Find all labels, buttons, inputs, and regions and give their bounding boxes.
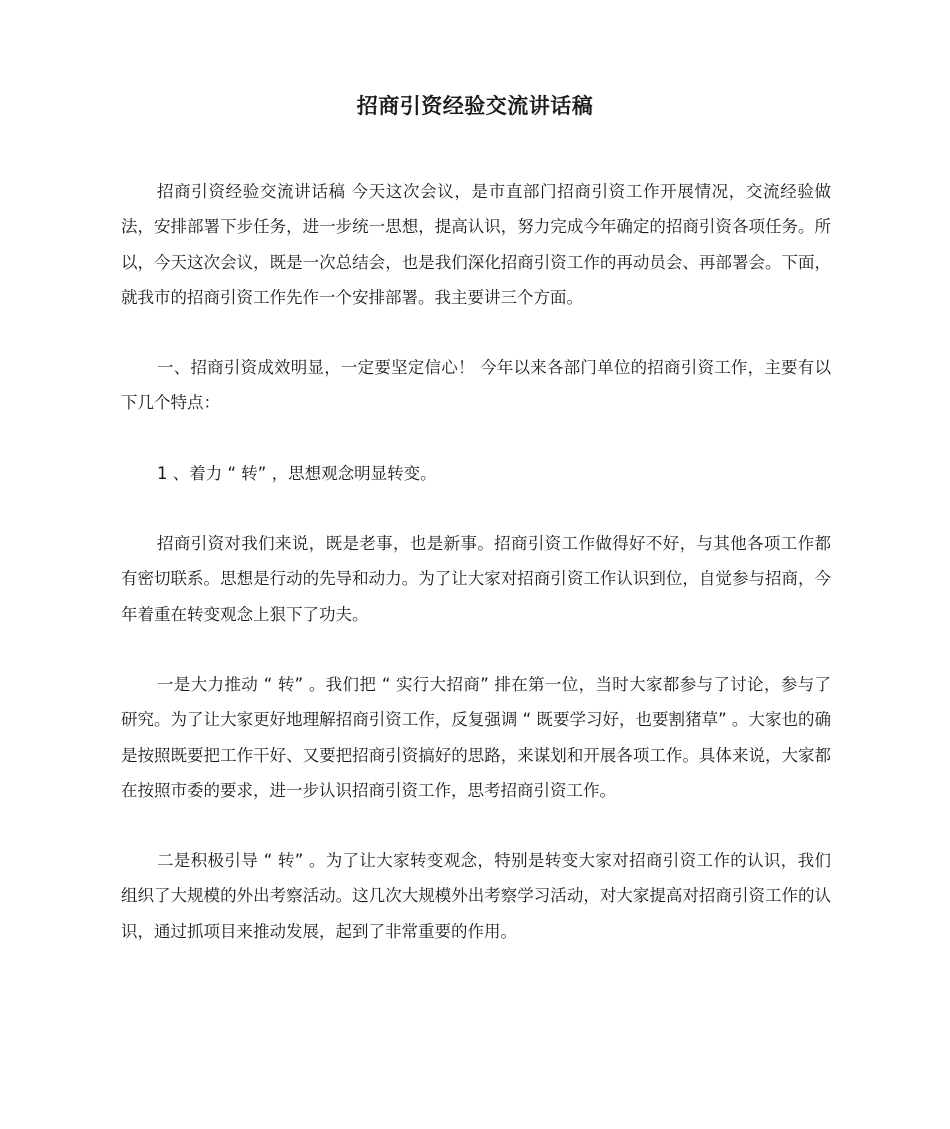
paragraph-section-one-heading: 一、招商引资成效明显，一定要坚定信心！ 今年以来各部门单位的招商引资工作，主要有以下几个特点： — [121, 358, 831, 413]
paragraph-point-one-heading: 1 、着力 “ 转” ，思想观念明显转变。 — [157, 463, 437, 483]
document-title: 招商引资经验交流讲话稿 — [356, 94, 594, 118]
document-body — [121, 174, 831, 984]
paragraph-point-one-body: 招商引资对我们来说，既是老事，也是新事。招商引资工作做得好不好，与其他各项工作都有密切联系。思想是行动的先导和动力。为了让大家对招商引资工作认识到位，自觉参与招商，今年着重在转变观念上狠下了功夫。 — [121, 534, 831, 624]
paragraph-intro: 招商引资经验交流讲话稿 今天这次会议，是市直部门招商引资工作开展情况，交流经验做法，安排部署下步任务，进一步统一思想，提高认识，努力完成今年确定的招商引资各项任务。所以，今天这次会议，既是一次总结会，也是我们深化招商引资工作的再动员会、再部署会。下面，就我市的招商引资工作先作一个安排部署。我主要讲三个方面。 — [121, 182, 831, 307]
paragraph-second-measure: 二是积极引导 “ 转” 。为了让大家转变观念，特别是转变大家对招商引资工作的认识，我们组织了大规模的外出考察活动。这几次大规模外出考察学习活动，对大家提高对招商引资工作的认识，通过抓项目来推动发展，起到了非常重要的作用。 — [121, 851, 831, 941]
paragraph-first-measure: 一是大力推动 “ 转” 。我们把 “ 实行大招商” 排在第一位，当时大家都参与了讨论，参与了研究。为了让大家更好地理解招商引资工作，反复强调 “ 既要学习好，也要割猪草” 。大家也的确是按照既要把工作干好、又要把招商引资搞好的思路，来谋划和开展各项工作。具体来说，大家都在按照市委的要求，进一步认识招商引资工作，思考招商引资工作。 — [121, 674, 831, 800]
